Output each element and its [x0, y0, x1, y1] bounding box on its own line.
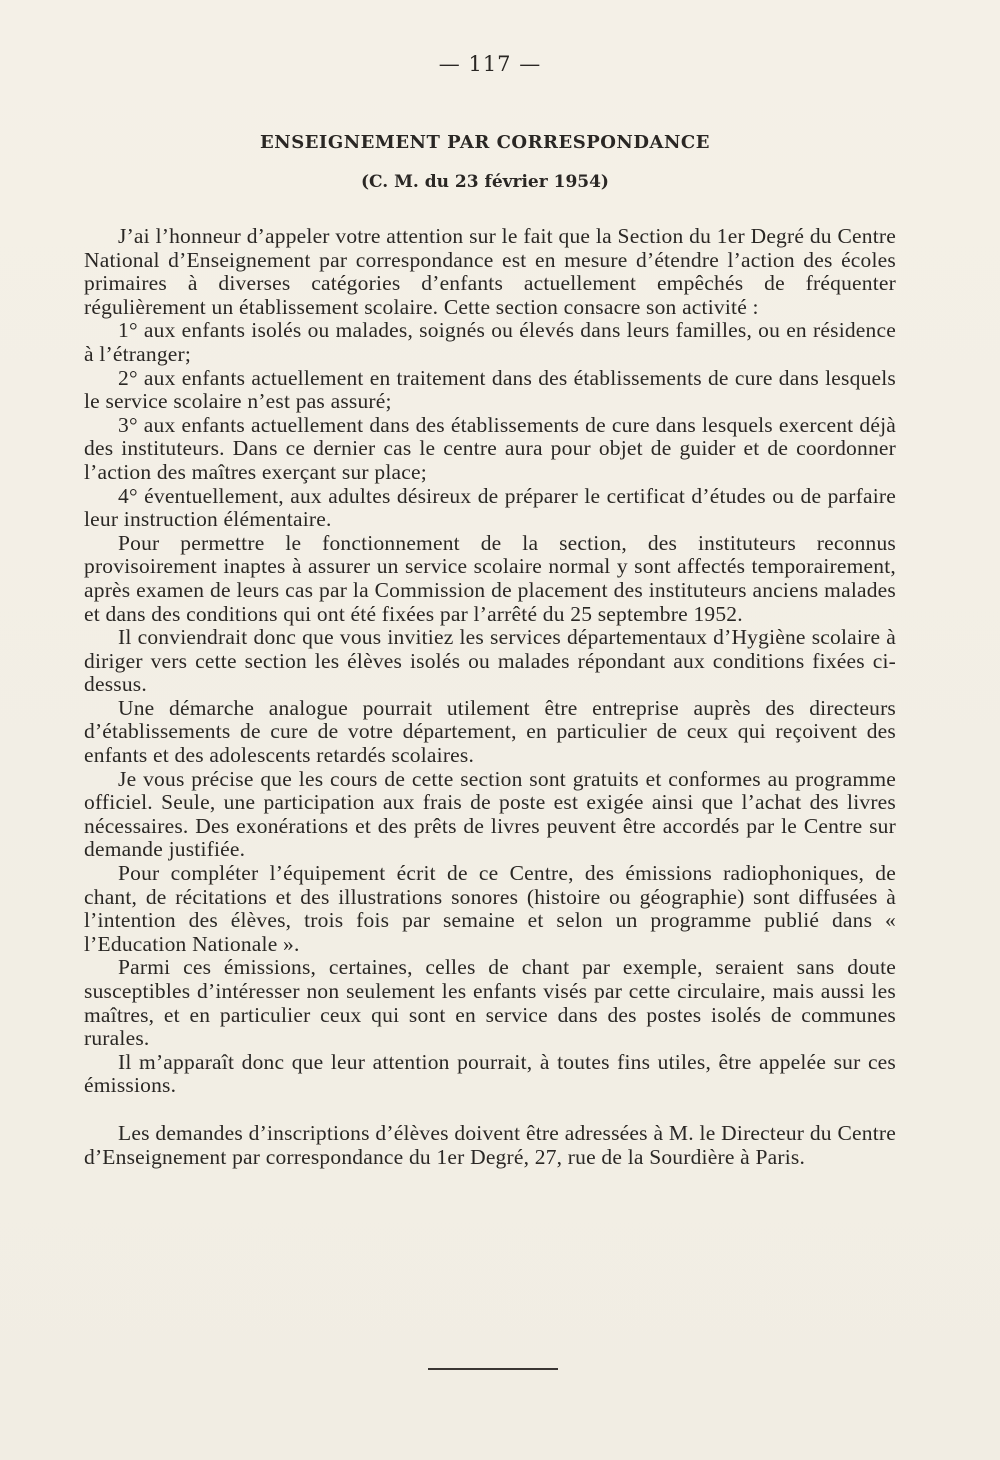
paragraph: Parmi ces émissions, certaines, celles de chant par exemple, seraient sans doute susceptibles d’intéresser non seulement les enfants visés par cette circulaire, mais aussi les maîtres, et en particulier ceux qui sont en service dans des postes isolés de communes rurales.	[84, 955, 896, 1051]
paragraph: Une démarche analogue pourrait utilement être entreprise auprès des directeurs d’établissements de cure de votre département, en particulier de ceux qui reçoivent des enfants et des adolescents retardés scolaires.	[84, 695, 896, 768]
paragraph: 4° éventuellement, aux adultes désireux de préparer le certificat d’études ou de parfaire leur instruction élémentaire.	[84, 483, 896, 532]
body-text	[84, 225, 896, 1169]
paragraph: 2° aux enfants actuellement en traitement dans des établissements de cure dans lesquels le service scolaire n’est pas assuré;	[84, 365, 896, 414]
paragraph: Pour compléter l’équipement écrit de ce Centre, des émissions radiophoniques, de chant, de récitations et des illustrations sonores (histoire ou géographie) sont diffusées à l’intention des élèves, trois fois par semaine et selon un programme publié dans « l’Education Nationale ».	[84, 861, 896, 956]
paragraph: Les demandes d’inscriptions d’élèves doivent être adressées à M. le Directeur du Centre d’Enseignement par correspondance du 1er Degré, 27, rue de la Sourdière à Paris.	[84, 1120, 896, 1169]
paragraph: Je vous précise que les cours de cette section sont gratuits et conformes au programme officiel. Seule, une participation aux frais de poste est exigée ainsi que l’achat des livres nécessaires. Des exonérations et des prêts de livres peuvent être accordés par le Centre sur demande justifiée.	[84, 766, 896, 862]
document-subtitle: (C. M. du 23 février 1954)	[361, 172, 609, 192]
page-number: — 117 —	[438, 52, 542, 76]
paragraph: 3° aux enfants actuellement dans des établissements de cure dans lesquels exercent déjà des instituteurs. Dans ce dernier cas le centre aura pour objet de guider et de coordonner l’action des maîtres exerçant sur place;	[84, 412, 896, 484]
paragraph: Il m’apparaît donc que leur attention pourrait, à toutes fins utiles, être appelée sur ces émissions.	[84, 1049, 896, 1098]
paragraph: J’ai l’honneur d’appeler votre attention sur le fait que la Section du 1er Degré du Centre National d’Enseignement par correspondance est en mesure d’étendre l’action des écoles primaires à diverses catégories d’enfants actuellement empêchés de fréquenter régulièrement un établissement scolaire. Cette section consacre son activité :	[84, 224, 896, 319]
paragraph: Il conviendrait donc que vous invitiez les services départementaux d’Hygiène scolaire à diriger vers cette section les élèves isolés ou malades répondant aux conditions fixées ci-dessus.	[84, 625, 896, 697]
paragraph: Pour permettre le fonctionnement de la section, des instituteurs reconnus provisoirement inaptes à assurer un service scolaire normal y sont affectés temporairement, après examen de leurs cas par la Commission de placement des instituteurs anciens malades et dans des conditions qui ont été fixées par l’arrêté du 25 septembre 1952.	[84, 530, 896, 626]
closing-rule	[428, 1368, 558, 1370]
document-title: ENSEIGNEMENT PAR CORRESPONDANCE	[260, 132, 710, 153]
paragraph: 1° aux enfants isolés ou malades, soignés ou élevés dans leurs familles, ou en résidence à l’étranger;	[84, 318, 896, 366]
